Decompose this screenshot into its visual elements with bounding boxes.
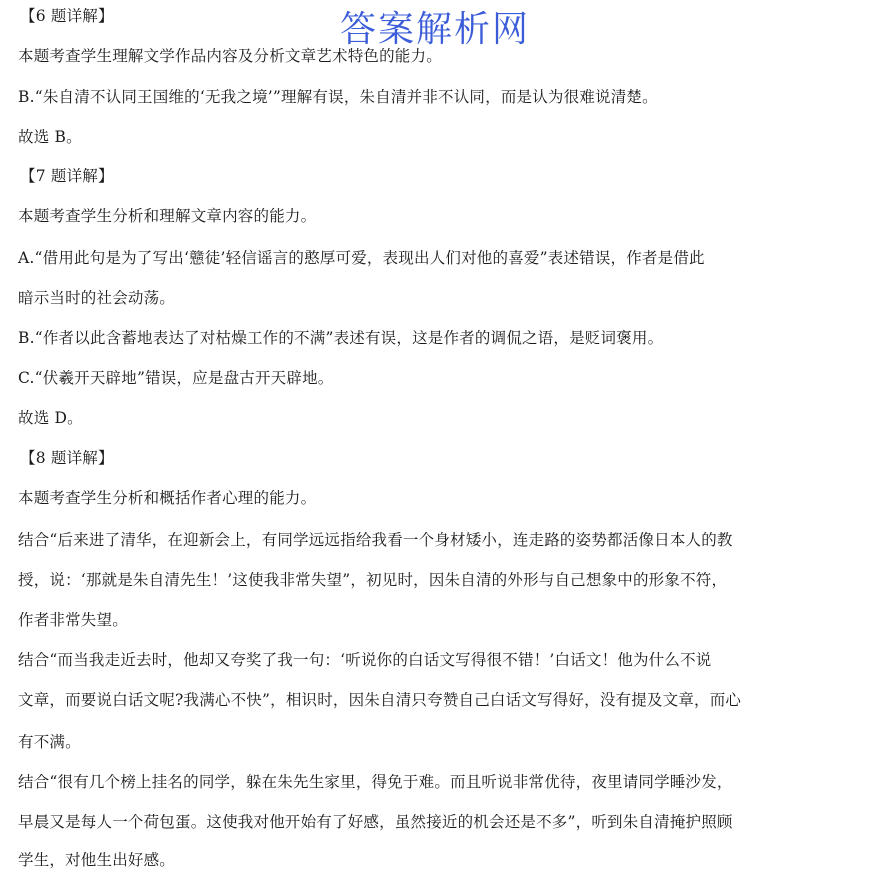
q8-para3-line2: 早晨又是每人一个荷包蛋。这使我对他开始有了好感，虽然接近的机会还是不多”，听到朱自清掩护照顾 — [18, 813, 733, 831]
q8-para2-line1: 结合“而当我走近去时，他却又夸奖了我一句：‘听说你的白话文写得很不错！’白话文！他为什么不说 — [18, 651, 712, 669]
q8-para1-line1: 结合“后来进了清华，在迎新会上，有同学远远指给我看一个身材矮小，连走路的姿势都活像日本人的教 — [18, 531, 733, 549]
q6-heading: 【6 题详解】 — [20, 7, 114, 25]
q8-para2-line2: 文章，而要说白话文呢?我满心不快”，相识时，因朱自清只夸赞自己白话文写得好，没有提及文章，而心 — [18, 691, 742, 709]
q7-option-a-line1: A.“借用此句是为了写出‘戆徒’轻信谣言的憨厚可爱，表现出人们对他的喜爱”表述错误，作者是借此 — [18, 249, 705, 267]
q7-heading: 【7 题详解】 — [20, 167, 114, 185]
q6-option-b: B.“朱自清不认同王国维的‘无我之境’”理解有误，朱自清并非不认同，而是认为很难说清楚。 — [18, 88, 658, 106]
q6-intro: 本题考查学生理解文学作品内容及分析文章艺术特色的能力。 — [18, 47, 442, 65]
q8-para1-line2: 授，说：‘那就是朱自清先生！’这使我非常失望”，初见时，因朱自清的外形与自己想象中的形象不符， — [18, 571, 728, 589]
q8-para3-line3: 学生，对他生出好感。 — [18, 851, 176, 869]
q7-intro: 本题考查学生分析和理解文章内容的能力。 — [18, 207, 317, 225]
watermark-logo: 答案解析网 — [340, 9, 531, 50]
q7-option-a-line2: 暗示当时的社会动荡。 — [18, 289, 176, 307]
q8-intro: 本题考查学生分析和概括作者心理的能力。 — [18, 489, 317, 507]
q7-option-c: C.“伏羲开天辟地”错误，应是盘古开天辟地。 — [18, 369, 334, 387]
q8-para3-line1: 结合“很有几个榜上挂名的同学，躲在朱先生家里，得免于难。而且听说非常优待，夜里请同学睡沙发， — [18, 773, 733, 791]
q8-para1-line3: 作者非常失望。 — [18, 611, 128, 629]
q8-heading: 【8 题详解】 — [20, 449, 114, 467]
q7-option-b: B.“作者以此含蓄地表达了对枯燥工作的不满”表述有误，这是作者的调侃之语，是贬词褒用。 — [18, 329, 664, 347]
q7-answer: 故选 D。 — [18, 409, 83, 427]
q8-para2-line3: 有不满。 — [18, 733, 81, 751]
q6-answer: 故选 B。 — [18, 128, 82, 146]
